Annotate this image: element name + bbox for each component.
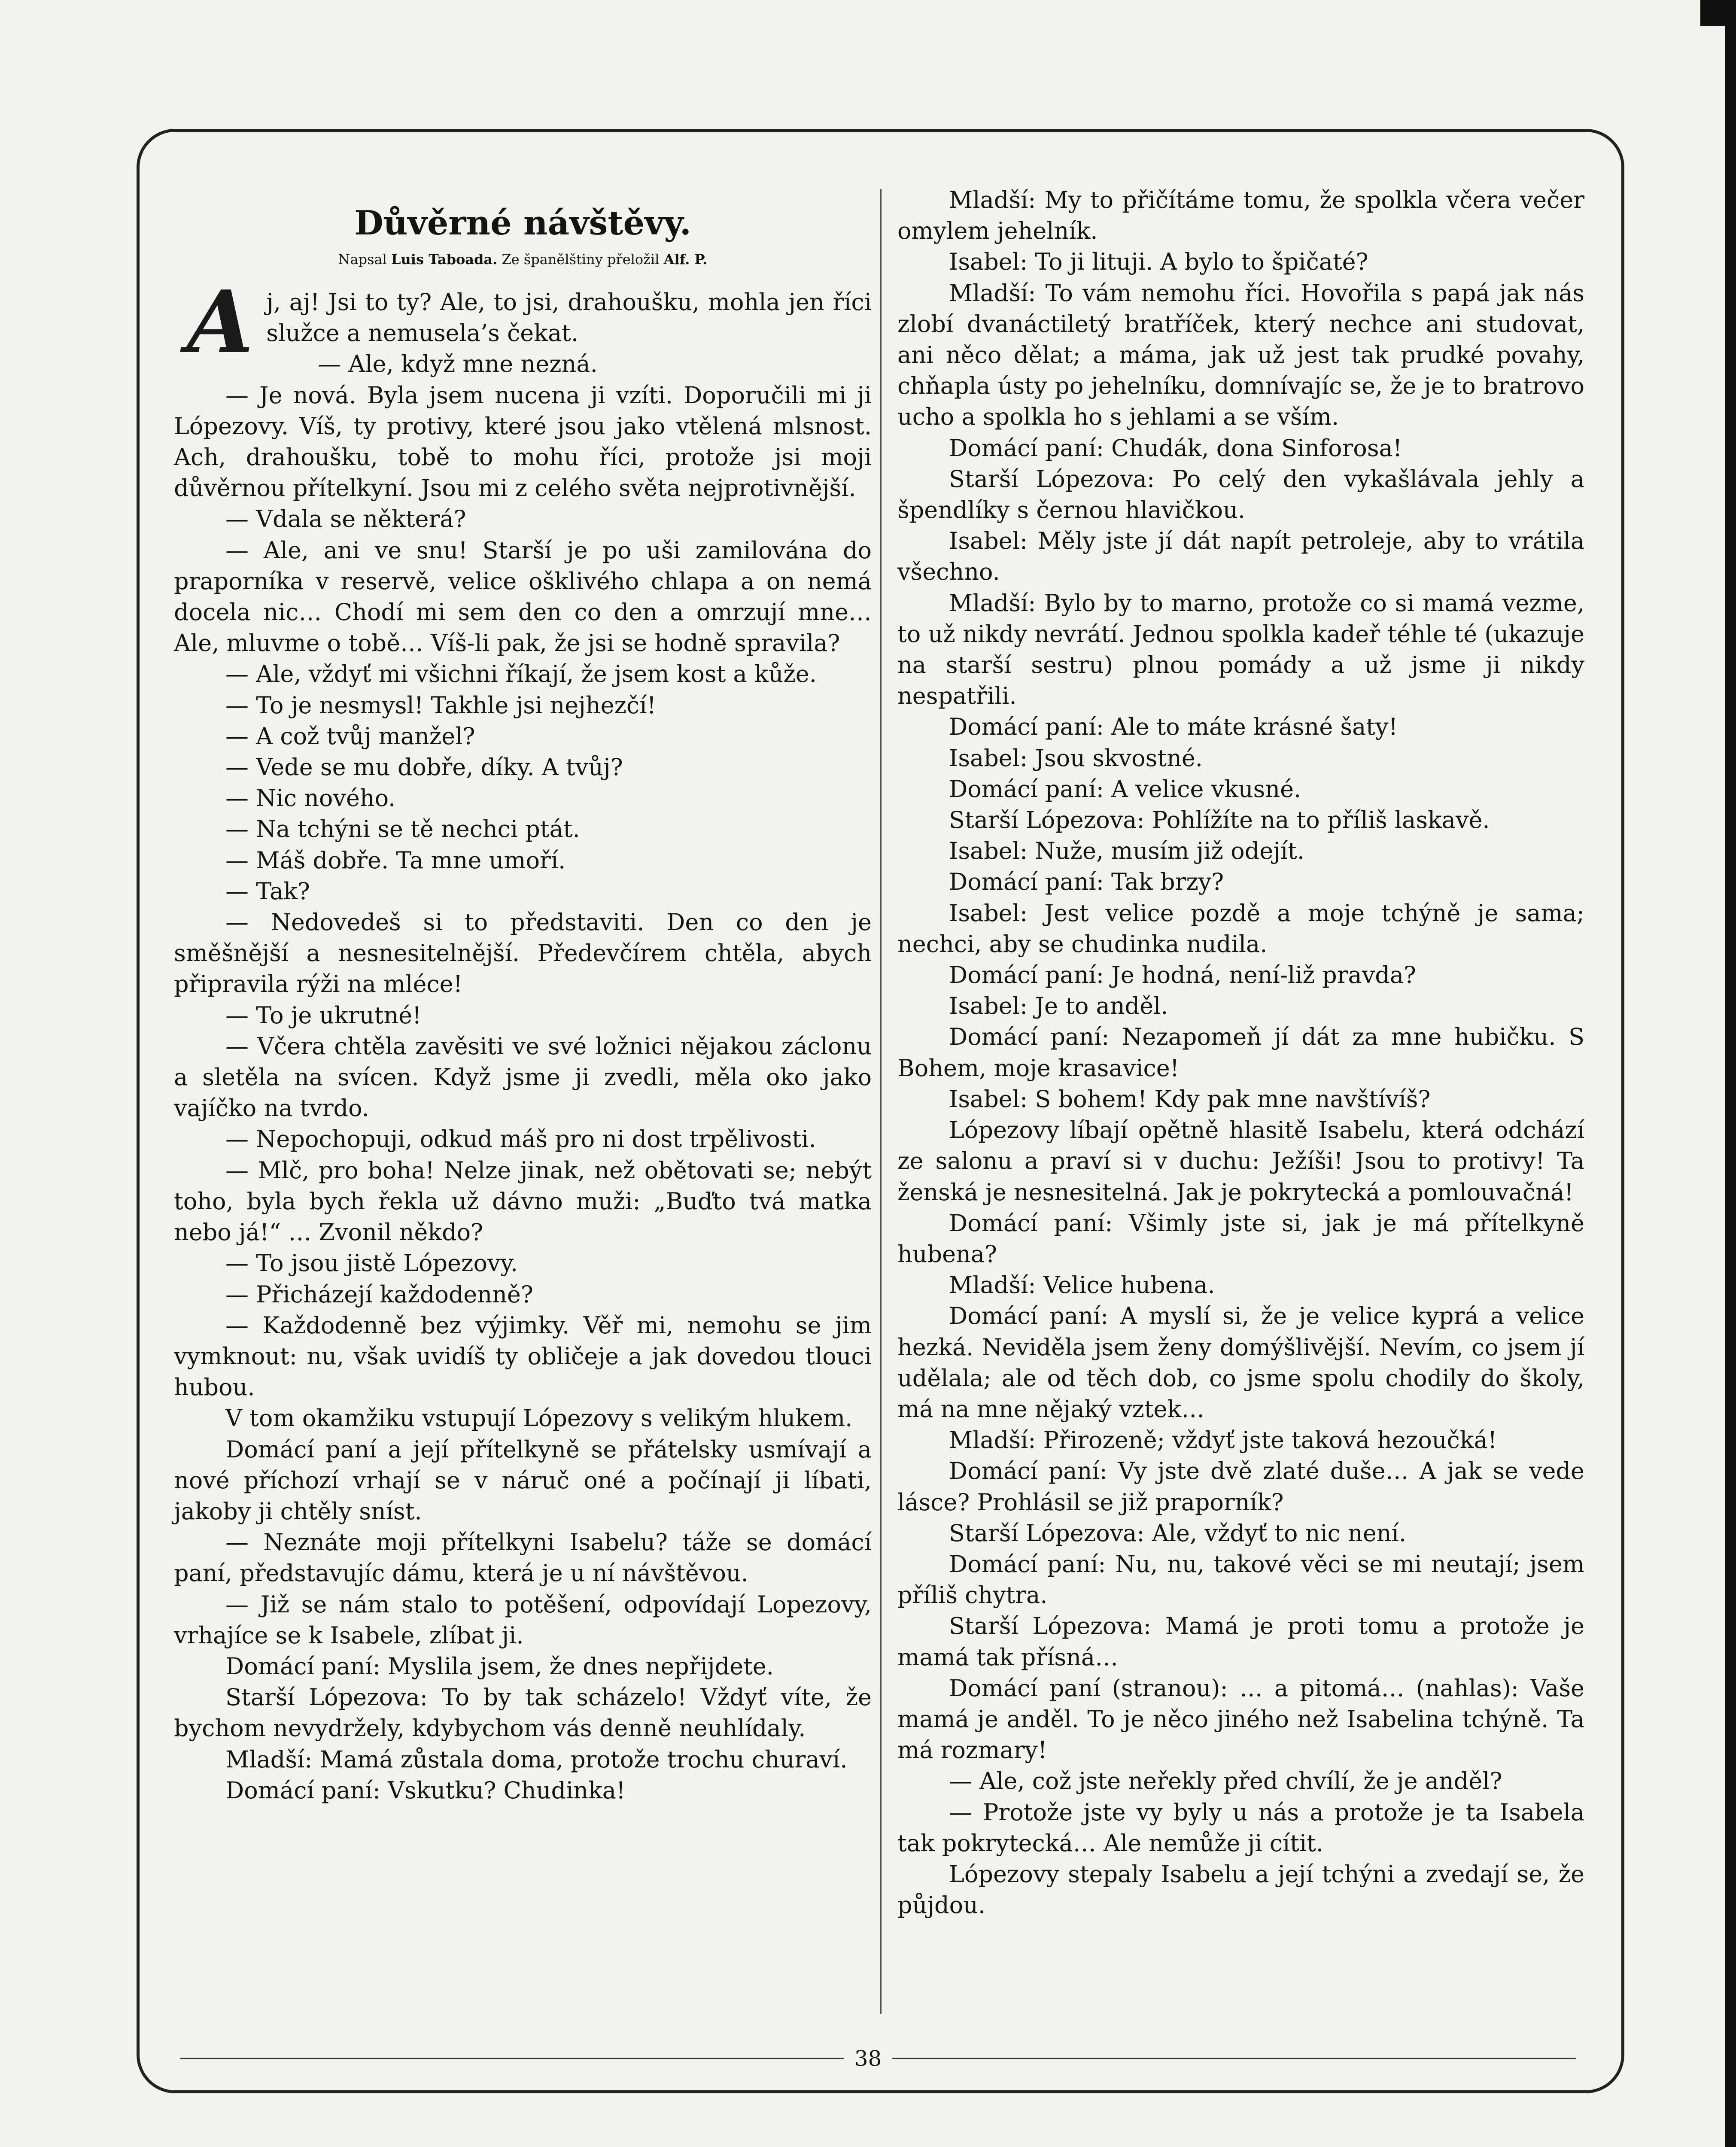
paragraph: Domácí paní: Chudák, dona Sinforosa! [949,434,1402,462]
scan-edge-right [1725,0,1736,2147]
paragraph: Starší Lópezova: Po celý den vykašlávala jehly a špendlíky s černou hlavičkou. [897,465,1584,524]
byline-middle: Ze španělštiny přeložil [497,251,664,268]
paragraph: — Již se nám stalo to potěšení, odpovídají Lopezovy, vrhajíce se k Isabele, zlíbat ji. [174,1590,872,1649]
paragraph: — Protože jste vy byly u nás a protože je ta Isabela tak pokrytecká… Ale nemůže ji cítit. [897,1798,1584,1857]
paragraph: Lópezovy stepaly Isabelu a její tchýni a zvedají se, že půjdou. [897,1860,1584,1919]
author-name: Luis Taboada. [391,251,498,268]
paragraph: Mladší: Mamá zůstala doma, protože trochu churaví. [225,1746,848,1773]
paragraph: — Nic nového. [225,785,396,812]
paragraph: — Na tchýni se tě nechci ptát. [225,815,580,843]
right-column [897,185,1584,1921]
paragraph: Domácí paní: Vy jste dvě zlaté duše… A jak se vede lásce? Prohlásil se již praporník? [897,1457,1584,1516]
paragraph: Isabel: Měly jste jí dát napít petroleje, aby to vrátila všechno. [897,527,1584,586]
column-divider [880,189,882,2014]
byline-prefix: Napsal [338,251,392,268]
paragraph: Isabel: S bohem! Kdy pak mne navštívíš? [949,1085,1431,1113]
paragraph: — A což tvůj manžel? [225,722,475,750]
paragraph: Mladší: Velice hubena. [949,1271,1215,1299]
paragraph: Domácí paní: Ale to máte krásné šaty! [949,713,1398,741]
paragraph: — Ale, což jste neřekly před chvílí, že je anděl? [949,1767,1502,1795]
article-title: Důvěrné návštěvy. [354,204,691,243]
paragraph: Mladší: Bylo by to marno, protože co si mamá vezme, to už nikdy nevrátí. Jednou spolkla kadeř téhle té (ukazuje na starší sestru) plnou pomády a už jsme ji nikdy nespatřili. [897,589,1584,710]
paragraph: Isabel: Je to anděl. [949,992,1168,1020]
drop-cap: A [187,272,254,373]
paragraph: — To je ukrutné! [225,1001,422,1029]
paragraph: — Ale, ani ve snu! Starší je po uši zamilována do praporníka v reservě, velice ošklivého chlapa a on nemá docela nic… Chodí mi sem den co den a omrzují mne… Ale, mluvme o tobě… Víš-li pak, že jsi se hodně spravila? [174,536,872,657]
paragraph: Domácí paní: A velice vkusné. [949,775,1301,803]
paragraph: Starší Lópezova: Ale, vždyť to nic není. [949,1519,1406,1547]
paragraph: Starší Lópezova: Mamá je proti tomu a protože je mamá tak přísná… [897,1612,1584,1671]
paragraph: — Každodenně bez výjimky. Věř mi, nemohu se jim vymknout: nu, však uvidíš ty obličeje a jak dovedou tlouci hubou. [174,1311,872,1401]
paragraph: — Včera chtěla zavěsiti ve své ložnici nějakou záclonu a sletěla na svícen. Když jsme ji zvedli, měla oko jako vajíčko na tvrdo. [174,1032,872,1122]
paragraph: — Ale, když mne nezná. [318,350,598,378]
paragraph: Domácí paní: Tak brzy? [949,868,1224,896]
right-paragraphs [897,185,1584,1921]
paragraph: — Vede se mu dobře, díky. A tvůj? [225,754,623,781]
paragraph: Domácí paní: Je hodná, není-liž pravda? [949,961,1416,989]
paragraph: Lópezovy líbají opětně hlasitě Isabelu, která odchází ze salonu a praví si v duchu: Ježíši! Jsou to protivy! Ta ženská je nesnesitelná. Jak je pokrytecká a pomlouvačná! [897,1116,1584,1206]
paragraph: Domácí paní: A myslí si, že je velice kyprá a velice hezká. Neviděla jsem ženy domýšlivější. Nevím, co jsem jí udělala; ale od těch dob, co jsme spolu chodily do školy, má na mne nějaký vztek… [897,1302,1584,1423]
paragraph: Domácí paní: Myslila jsem, že dnes nepřijdete. [225,1652,774,1680]
left-paragraphs [174,272,872,1806]
paragraph: Domácí paní: Vskutku? Chudinka! [225,1776,626,1804]
paragraph: — Vdala se některá? [225,505,466,533]
paragraph: — Tak? [225,877,310,905]
paragraph: — Je nová. Byla jsem nucena ji vzíti. Doporučili mi ji Lópezovy. Víš, ty protivy, které jsou jako vtělená mlsnost. Ach, drahoušku, tobě to mohu říci, protože jsi moji důvěrnou přítelkyní. Jsou mi z celého světa nejprotivnější. [174,381,872,502]
paragraph: — Ale, vždyť mi všichni říkají, že jsem kost a kůže. [225,660,817,688]
page-number-wrap [0,2046,1736,2071]
paragraph: — To jsou jistě Lópezovy. [225,1250,518,1277]
paragraph: j, aj! Jsi to ty? Ale, to jsi, drahoušku, mohla jen říci služce a nemusela’s čekat. [266,289,872,347]
paragraph: Starší Lópezova: Pohlížíte na to příliš laskavě. [949,806,1490,834]
paragraph: Isabel: Nuže, musím již odejít. [949,837,1305,865]
paragraph: Isabel: To ji lituji. A bylo to špičaté? [949,248,1368,276]
paragraph: Domácí paní a její přítelkyně se přátelsky usmívají a nové příchozí vrhají se v náruč oné a počínají ji líbati, jakoby ji chtěly sníst. [174,1435,872,1525]
paragraph: Starší Lópezova: To by tak scházelo! Vždyť víte, že bychom nevydržely, kdybychom vás denně neuhlídaly. [174,1684,872,1742]
paragraph: — Mlč, pro boha! Nelze jinak, než obětovati se; nebýt toho, byla bych řekla už dávno muži: „Buďto tvá matka nebo já!“ … Zvonil někdo? [174,1156,872,1246]
paragraph: — Máš dobře. Ta mne umoří. [225,846,566,874]
paragraph: Domácí paní (stranou): … a pitomá… (nahlas): Vaše mamá je anděl. To je něco jiného než Isabelina tchýně. Ta má rozmary! [897,1674,1584,1764]
paragraph: V tom okamžiku vstupují Lópezovy s velikým hlukem. [225,1405,853,1432]
paragraph: Mladší: Přirozeně; vždyť jste taková hezoučká! [949,1426,1497,1454]
paragraph: Isabel: Jsou skvostné. [949,744,1203,772]
paragraph: Domácí paní: Nezapomeň jí dát za mne hubičku. S Bohem, moje krasavice! [897,1023,1584,1082]
translator-name: Alf. P. [663,251,708,268]
left-column [174,185,872,1806]
paragraph: Domácí paní: Nu, nu, takové věci se mi neutají; jsem příliš chytra. [897,1550,1584,1609]
page-number: 38 [844,2046,892,2071]
article-byline [174,249,872,270]
paragraph: Mladší: To vám nemohu říci. Hovořila s papá jak nás zlobí dvanáctiletý bratříček, který nechce ani studovat, ani něco dělat; a máma, jak už jest tak prudké povahy, chňapla ústy po jehelníku, domnívajíc se, že je to bratrovo ucho a spolkla ho s jehlami a se vším. [897,279,1584,431]
paragraph: Mladší: My to přičítáme tomu, že spolkla včera večer omylem jehelník. [897,186,1584,245]
paragraph: Domácí paní: Všimly jste si, jak je má přítelkyně hubena? [897,1209,1584,1268]
paragraph: — Nedovedeš si to představiti. Den co den je směšnější a nesnesitelnější. Předevčírem chtěla, abych připravila rýži na mléce! [174,909,872,998]
paragraph: Isabel: Jest velice pozdě a moje tchýně je sama; nechci, aby se chudinka nudila. [897,899,1584,958]
paragraph: — Nepochopuji, odkud máš pro ni dost trpělivosti. [225,1125,816,1153]
paragraph: — To je nesmysl! Takhle jsi nejhezčí! [225,691,657,719]
paragraph: — Neznáte moji přítelkyni Isabelu? táže se domácí paní, představujíc dámu, která je u ní návštěvou. [174,1529,872,1587]
paragraph: — Přicházejí každodenně? [225,1280,533,1308]
